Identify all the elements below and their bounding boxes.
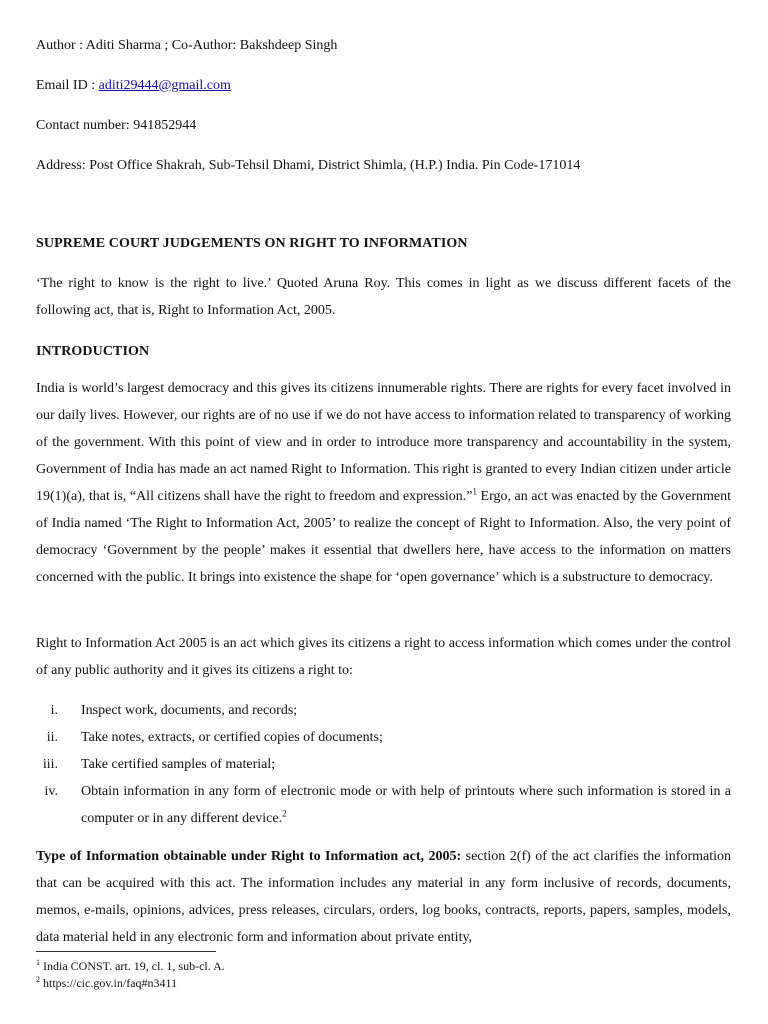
- type-text: section 2(f) of the act clarifies the information that can be acquired with this act. The information includes any material in any form inclusive of records, documents, memos, e-mails, opinions, advices, press releases, circulars, orders, log books, contracts, reports, papers, samples, models, data material held in any electronic form and information about private entity,: [36, 849, 731, 945]
- type-heading-inline: Type of Information obtainable under Right to Information act, 2005:: [36, 849, 462, 864]
- document-title: SUPREME COURT JUDGEMENTS ON RIGHT TO INFORMATION: [36, 236, 468, 251]
- list-text: Obtain information in any form of electronic mode or with help of printouts where such information is stored in a computer or in any different device.: [81, 784, 731, 826]
- footnote-2: [36, 972, 177, 991]
- address-line: Address: Post Office Shakrah, Sub-Tehsil Dhami, District Shimla, (H.P.) India. Pin Code-171014: [36, 158, 581, 173]
- contact-line: Contact number: 941852944: [36, 118, 197, 133]
- list-number: iv.: [44, 784, 58, 799]
- list-text: Take notes, extracts, or certified copies of documents;: [81, 730, 383, 745]
- list-item: [36, 778, 731, 832]
- list-number: iii.: [42, 757, 58, 772]
- type-of-information-paragraph: [36, 843, 731, 951]
- footnote-ref-2: 2: [282, 808, 287, 819]
- list-number: i.: [50, 703, 58, 718]
- footnote-ref-1: 1: [472, 486, 477, 497]
- intro-text-b: Ergo, an act was enacted by the Government of India named ‘The Right to Information Act, 2005’ to realize the concept of Right to Information. Also, the very point of democracy ‘Government by the people’ makes it essential that dwellers here, have access to the information on matters concerned with the public. It brings into existence the shape for ‘open governance’ which is a substructure to democracy.: [36, 489, 731, 585]
- email-link[interactable]: aditi29444@gmail.com: [98, 78, 231, 93]
- footnote-text: India CONST. art. 19, cl. 1, sub-cl. A.: [40, 959, 225, 973]
- list-text: Inspect work, documents, and records;: [81, 703, 298, 718]
- introduction-heading: INTRODUCTION: [36, 344, 150, 359]
- list-number: ii.: [46, 730, 58, 745]
- footnote-divider: [36, 951, 216, 952]
- list-item: [36, 697, 731, 724]
- footnote-marker: 1: [36, 958, 40, 967]
- list-text: Take certified samples of material;: [81, 757, 276, 772]
- list-item: [36, 724, 731, 751]
- introduction-paragraph: [36, 375, 731, 591]
- quote-paragraph: ‘The right to know is the right to live.’ Quoted Aruna Roy. This comes in light as we discuss different facets of the following act, that is, Right to Information Act, 2005.: [36, 276, 731, 318]
- intro-text-a: India is world’s largest democracy and this gives its citizens innumerable rights. There are rights for every facet involved in our daily lives. However, our rights are of no use if we do not have access to information related to transparency of working of the government. With this point of view and in order to introduce more transparency and accountability in the system, Government of India has made an act named Right to Information. This right is granted to every Indian citizen under article 19(1)(a), that is, “All citizens shall have the right to freedom and expression.”: [36, 381, 731, 504]
- rights-list: [36, 697, 731, 832]
- email-line: [36, 77, 231, 95]
- email-label: Email ID :: [36, 78, 99, 93]
- footnote-marker: 2: [36, 975, 40, 984]
- list-item: [36, 751, 731, 778]
- footnote-text: https://cic.gov.in/faq#n3411: [40, 976, 178, 990]
- rti-paragraph: Right to Information Act 2005 is an act which gives its citizens a right to access information which comes under the control of any public authority and it gives its citizens a right to:: [36, 636, 731, 678]
- author-line: Author : Aditi Sharma ; Co-Author: Bakshdeep Singh: [36, 38, 338, 53]
